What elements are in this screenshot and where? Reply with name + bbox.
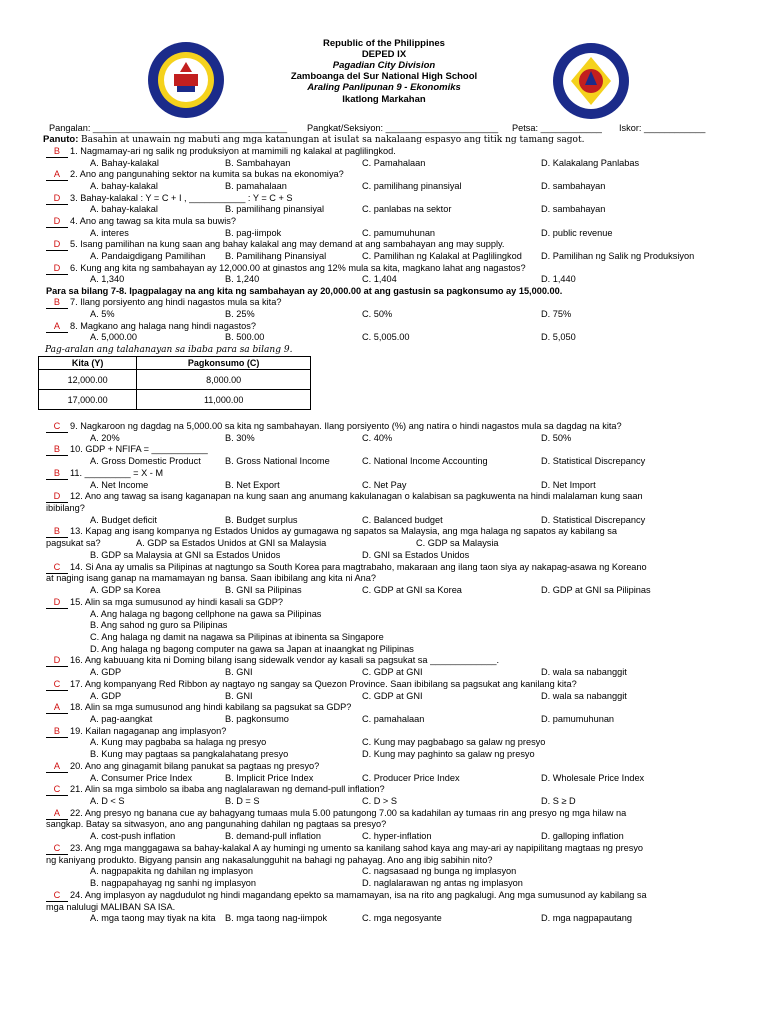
- answer-option: C. 1,404: [362, 274, 397, 285]
- answer-option: D. 5,050: [541, 332, 576, 343]
- answer-blank[interactable]: B: [46, 297, 68, 309]
- section-field[interactable]: Pangkat/Seksiyon: ______________________: [307, 123, 499, 133]
- answer-option: D. 75%: [541, 309, 572, 320]
- school-name: Zamboanga del Sur National High School: [290, 71, 478, 82]
- question-text: 20. Ano ang ginagamit bilang panukat sa pagtaas ng presyo?: [70, 760, 320, 771]
- answer-option: D. Wholesale Price Index: [541, 772, 645, 783]
- answer-option: A. Kung may pagbaba sa halaga ng presyo: [90, 737, 267, 748]
- answer-option: D. Net Import: [541, 479, 596, 490]
- question-text: 10. GDP + NFIFA = ___________: [70, 444, 208, 455]
- answer-blank[interactable]: B: [46, 468, 68, 480]
- question-item: [46, 421, 622, 433]
- answer-blank[interactable]: D: [46, 655, 68, 667]
- answer-option: C. Net Pay: [362, 479, 407, 490]
- answer-blank[interactable]: D: [46, 193, 68, 205]
- answer-option: A. 5%: [90, 309, 115, 320]
- answer-option: C. mga negosyante: [362, 913, 442, 924]
- school-seal-logo: [146, 40, 226, 120]
- question-text: 4. Ano ang tawag sa kita mula sa buwis?: [70, 215, 236, 226]
- header-line-2: DEPED IX: [361, 49, 407, 60]
- answer-option: D. 50%: [541, 432, 572, 443]
- table-header-income: Kita (Y): [39, 357, 137, 370]
- answer-option: C. hyper-inflation: [362, 831, 432, 842]
- question-text: 14. Si Ana ay umalis sa Pilipinas at nagtungo sa South Korea para magtrabaho, makaraan ang ilang taon siya ay nakapag-asawa ng Koreano: [70, 561, 647, 572]
- question-continuation: ng kaniyang produkto. Bigyang pansin ang nakasalungguhit na bahagi ng pahayag. Ano ang ibig sabihin nito?: [46, 854, 493, 865]
- question-text: 11. _________ = X - M: [70, 467, 164, 478]
- table-cell: 11,000.00: [137, 390, 311, 410]
- question-item: [46, 679, 577, 691]
- answer-option: D. sambahayan: [541, 180, 606, 191]
- answer-option: D. pamumuhunan: [541, 714, 615, 724]
- question-item: [46, 169, 344, 181]
- answer-blank[interactable]: B: [46, 726, 68, 738]
- answer-option: A. GDP: [90, 690, 122, 701]
- answer-option: A. bahay-kalakal: [90, 180, 158, 191]
- answer-blank[interactable]: C: [46, 562, 68, 574]
- option-line: C. Ang halaga ng damit na nagawa sa Pilipinas at ibinenta sa Singapore: [90, 631, 384, 642]
- answer-blank[interactable]: C: [46, 679, 68, 691]
- answer-option: A. Budget deficit: [90, 514, 157, 525]
- answer-option: D. galloping inflation: [541, 831, 624, 842]
- answer-option: A. 1,340: [90, 274, 125, 285]
- question-text: 18. Alin sa mga sumusunod ang hindi kabilang sa pagsukat sa GDP?: [70, 702, 352, 713]
- question-text: 19. Kailan nagaganap ang implasyon?: [70, 725, 227, 736]
- score-field[interactable]: Iskor: ____________: [619, 123, 706, 133]
- answer-option: B. Sambahayan: [225, 157, 291, 168]
- answer-option: B. GDP sa Malaysia at GNI sa Estados Unidos: [90, 549, 281, 560]
- answer-blank[interactable]: D: [46, 491, 68, 503]
- answer-option: D. Kung may paghinto sa galaw ng presyo: [362, 749, 535, 760]
- answer-option: C. panlabas na sektor: [362, 204, 452, 215]
- answer-blank[interactable]: B: [46, 146, 68, 158]
- question-item: [46, 491, 643, 503]
- answer-option: D. Statistical Discrepancy: [541, 514, 646, 525]
- answer-option: A. cost-push inflation: [90, 831, 176, 842]
- answer-option: C. 40%: [362, 432, 393, 443]
- answer-option: D. Statistical Discrepancy: [541, 456, 646, 467]
- answer-blank[interactable]: D: [46, 597, 68, 609]
- answer-option: A. interes: [90, 227, 129, 238]
- answer-option: C. pamumuhunan: [362, 227, 436, 238]
- answer-blank[interactable]: C: [46, 421, 68, 433]
- date-field[interactable]: Petsa: ____________: [512, 123, 602, 133]
- header-line-3: Pagadian City Division: [332, 60, 436, 71]
- answer-option: D. mga nagpapautang: [541, 913, 632, 924]
- header-line-1: Republic of the Philippines: [323, 38, 445, 49]
- answer-option: A. GDP sa Estados Unidos at GNI sa Malaysia: [136, 538, 327, 549]
- answer-option: A. mga taong may tiyak na kita: [90, 913, 216, 924]
- question-text: 8. Magkano ang halaga nang hindi nagastos?: [70, 320, 256, 331]
- option-line: D. Ang halaga ng bagong computer na gawa sa Japan at inaangkat ng Pilipinas: [90, 643, 414, 654]
- question-item: [46, 468, 163, 480]
- question-item: [46, 890, 647, 902]
- answer-option: C. Kung may pagbabago sa galaw ng presyo: [362, 737, 546, 748]
- scenario-text: Para sa bilang 7-8. Ipagpalagay na ang kita ng sambahayan ay 20,000.00 at ang gastusin sa pagkonsumo ay 15,000.00.: [46, 285, 563, 296]
- answer-option: B. mga taong nag-iimpok: [225, 913, 328, 924]
- answer-option: B. D = S: [225, 796, 260, 807]
- answer-option: C. 50%: [362, 309, 393, 320]
- question-item: [46, 239, 504, 251]
- answer-option: B. 30%: [225, 432, 255, 443]
- question-text: 5. Isang pamilihan na kung saan ang bahay kalakal ang may demand at ang sambahayan ang may supply.: [70, 239, 505, 250]
- question-text: 15. Alin sa mga sumusunod ay hindi kasali sa GDP?: [70, 596, 283, 607]
- answer-option: C. GDP at GNI sa Korea: [362, 585, 462, 596]
- answer-option: D. public revenue: [541, 227, 613, 238]
- question-text: 1. Nagmamay-ari ng salik ng produksiyon at mamimili ng kalakal at paglilingkod.: [70, 146, 396, 156]
- answer-option: B. pamilihang pinansiyal: [225, 204, 325, 215]
- answer-option: C. pamahalaan: [362, 714, 425, 724]
- answer-option: A. Pandaigdigang Pamilihan: [90, 250, 206, 261]
- income-consumption-table: [38, 356, 311, 410]
- question-item: [46, 321, 256, 333]
- answer-blank[interactable]: A: [46, 761, 68, 773]
- answer-option: A. 5,000.00: [90, 332, 137, 343]
- answer-option: A. Net Income: [90, 479, 149, 490]
- table-instruction: Pag-aralan ang talahanayan sa ibaba para sa bilang 9.: [45, 345, 293, 355]
- answer-blank[interactable]: A: [46, 169, 68, 181]
- answer-option: B. 1,240: [225, 274, 260, 285]
- answer-option: D. sambahayan: [541, 204, 606, 215]
- answer-option: B. GNI: [225, 667, 253, 678]
- answer-option: C. GDP sa Malaysia: [416, 538, 499, 549]
- answer-option: D. wala sa nabanggit: [541, 690, 627, 701]
- question-item: [46, 784, 385, 796]
- answer-option: A. bahay-kalakal: [90, 204, 158, 215]
- question-continuation: at naging isang ganap na mamamayan ng bansa. Saan ibibilang ang kita ni Ana?: [46, 573, 376, 584]
- answer-option: B. Net Export: [225, 479, 280, 490]
- answer-option: C. Balanced budget: [362, 514, 443, 525]
- answer-option: D. naglalarawan ng antas ng implasyon: [362, 878, 523, 889]
- answer-option: B. Pamilihang Pinansiyal: [225, 250, 327, 261]
- answer-option: D. GNI sa Estados Unidos: [362, 549, 470, 560]
- answer-blank[interactable]: A: [46, 321, 68, 333]
- question-text: 24. Ang implasyon ay nagdudulot ng hindi magandang epekto sa mamamayan, isa na rito ang pagkalugi. Ang mga sumusunod ay kabilang sa: [70, 889, 647, 900]
- question-item: [46, 562, 647, 574]
- answer-option: B. Kung may pagtaas sa pangkalahatang presyo: [90, 749, 289, 760]
- answer-option: C. 5,005.00: [362, 332, 410, 343]
- answer-option: A. pag-aangkat: [90, 714, 153, 724]
- answer-option: A. GDP sa Korea: [90, 585, 161, 596]
- answer-option: A. Consumer Price Index: [90, 772, 193, 783]
- question-text: 23. Ang mga manggagawa sa bahay-kalakal A ay humingi ng umento sa kanilang sahod kaya ang may-ari ay napipilitang magtaas ng presyo: [70, 842, 644, 853]
- answer-option: C. Pamilihan ng Kalakal at Paglilingkod: [362, 250, 522, 261]
- deped-seal-logo: [551, 41, 631, 121]
- question-item: [46, 146, 396, 158]
- answer-option: A. 20%: [90, 432, 120, 443]
- table-cell: 17,000.00: [39, 390, 137, 410]
- answer-blank[interactable]: C: [46, 890, 68, 902]
- directions: [43, 134, 584, 145]
- answer-blank[interactable]: A: [46, 808, 68, 820]
- question-item: [46, 297, 281, 309]
- answer-option: A. D < S: [90, 796, 125, 807]
- answer-option: B. Implicit Price Index: [225, 772, 314, 783]
- question-item: [46, 444, 208, 456]
- answer-blank[interactable]: B: [46, 526, 68, 538]
- answer-option: B. GNI: [225, 690, 253, 701]
- question-text: 2. Ano ang pangunahing sektor na kumita sa bukas na ekonomiya?: [70, 169, 344, 180]
- answer-option: B. demand-pull inflation: [225, 831, 322, 842]
- answer-option: B. 25%: [225, 309, 255, 320]
- name-field[interactable]: Pangalan: ______________________________________: [49, 123, 288, 133]
- directions-label: Panuto:: [43, 134, 79, 145]
- answer-option: C. D > S: [362, 796, 397, 807]
- question-text: 3. Bahay-kalakal : Y = C + I , ___________ : Y = C + S: [70, 192, 293, 203]
- question-item: [46, 761, 319, 773]
- question-item: [46, 216, 236, 228]
- question-item: [46, 655, 499, 667]
- question-item: [46, 597, 283, 609]
- answer-option: C. GDP at GNI: [362, 690, 423, 701]
- question-item: [46, 843, 643, 855]
- answer-option: D. GDP at GNI sa Pilipinas: [541, 585, 651, 596]
- question-text: 9. Nagkaroon ng dagdag na 5,000.00 sa kita ng sambahayan. Ilang porsiyento (%) ang natira o hindi nagastos mula sa dagdag na kita?: [70, 421, 622, 431]
- answer-option: B. pag-iimpok: [225, 227, 282, 238]
- question-continuation: ibibilang?: [46, 503, 85, 514]
- answer-option: D. 1,440: [541, 274, 576, 285]
- question-item: [46, 193, 293, 205]
- answer-option: D. Pamilihan ng Salik ng Produksiyon: [541, 250, 695, 261]
- question-text: 17. Ang kompanyang Red Ribbon ay nagtayo ng sangay sa Quezon Province. Saan ibibilang sa pagsukat ang kanilang kita?: [70, 678, 577, 689]
- question-item: [46, 263, 526, 275]
- question-text: 7. Ilang porsiyento ang hindi nagastos mula sa kita?: [70, 297, 282, 308]
- question-continuation: mga nalulugi MALIBAN SA ISA.: [46, 901, 176, 912]
- answer-option: B. pamahalaan: [225, 180, 287, 191]
- question-text: 22. Ang presyo ng banana cue ay bahagyang tumaas mula 5.00 patungong 7.00 sa kadahilan ay tumaas rin ang presyo ng mga hilaw na: [70, 807, 627, 818]
- subject-title: Araling Panlipunan 9 - Ekonomiks: [307, 82, 461, 93]
- answer-option: D. wala sa nabanggit: [541, 667, 627, 678]
- answer-option: C. pamilihang pinansiyal: [362, 180, 462, 191]
- answer-option: C. Producer Price Index: [362, 772, 460, 783]
- answer-blank[interactable]: C: [46, 784, 68, 796]
- answer-option: B. pagkonsumo: [225, 714, 289, 724]
- answer-option: B. Gross National Income: [225, 456, 330, 467]
- question-text: 13. Kapag ang isang kompanya ng Estados Unidos ay gumagawa ng sapatos sa Malaysia, ang mga halaga ng sapatos ay kabilang sa: [70, 526, 618, 537]
- answer-blank[interactable]: C: [46, 843, 68, 855]
- answer-option: B. 500.00: [225, 332, 265, 343]
- question-continuation: sangkap. Batay sa sitwasyon, ano ang pangunahing dahilan ng pagtaas sa presyo?: [46, 819, 387, 830]
- answer-option: C. Pamahalaan: [362, 157, 426, 168]
- question-item: [46, 808, 626, 820]
- directions-text: Basahin at unawain ng mabuti ang mga katanungan at isulat sa nakalaang espasyo ang titik ng tamang sagot.: [81, 135, 585, 145]
- option-line: B. Ang sahod ng guro sa Pilipinas: [90, 620, 228, 631]
- answer-option: B. GNI sa Pilipinas: [225, 585, 302, 596]
- answer-option: A. Bahay-kalakal: [90, 157, 159, 168]
- question-item: [46, 726, 226, 738]
- question-text: 16. Ang kabuuang kita ni Doming bilang isang sidewalk vendor ay kasali sa pagsukat sa _____________.: [70, 655, 500, 666]
- question-text: 21. Alin sa mga simbolo sa ibaba ang naglalarawan ng demand-pull inflation?: [70, 784, 385, 795]
- question-text: 6. Kung ang kita ng sambahayan ay 12,000.00 at ginastos ang 12% mula sa kita, magkano lahat ang nagastos?: [70, 262, 526, 273]
- answer-blank[interactable]: D: [46, 216, 68, 228]
- answer-option: B. nagpapahayag ng sanhi ng implasyon: [90, 878, 257, 889]
- question-text: 12. Ano ang tawag sa isang kaganapan na kung saan ang anumang kakulanagan o kalabisan sa pagkuwenta na hindi malalaman kung saan: [70, 491, 643, 502]
- answer-blank[interactable]: D: [46, 263, 68, 275]
- question-item: [46, 702, 351, 714]
- answer-option: B. Budget surplus: [225, 514, 298, 525]
- answer-option: A. Gross Domestic Product: [90, 456, 201, 467]
- table-cell: 8,000.00: [137, 370, 311, 390]
- answer-option: A. nagpapakita ng dahilan ng implasyon: [90, 866, 253, 877]
- answer-blank[interactable]: B: [46, 444, 68, 456]
- quarter-title: Ikatlong Markahan: [342, 94, 426, 105]
- table-header-consumption: Pagkonsumo (C): [137, 357, 311, 370]
- answer-option: C. National Income Accounting: [362, 456, 488, 467]
- table-cell: 12,000.00: [39, 370, 137, 390]
- answer-blank[interactable]: A: [46, 702, 68, 714]
- answer-option: D. Kalakalang Panlabas: [541, 157, 640, 168]
- question-continuation: pagsukat sa?: [46, 538, 101, 549]
- answer-blank[interactable]: D: [46, 239, 68, 251]
- question-item: [46, 526, 617, 538]
- answer-option: D. S ≥ D: [541, 796, 576, 807]
- answer-option: C. GDP at GNI: [362, 667, 423, 678]
- answer-option: A. GDP: [90, 667, 122, 678]
- answer-option: C. nagsasaad ng bunga ng implasyon: [362, 866, 517, 877]
- option-line: A. Ang halaga ng bagong cellphone na gawa sa Pilipinas: [90, 608, 322, 619]
